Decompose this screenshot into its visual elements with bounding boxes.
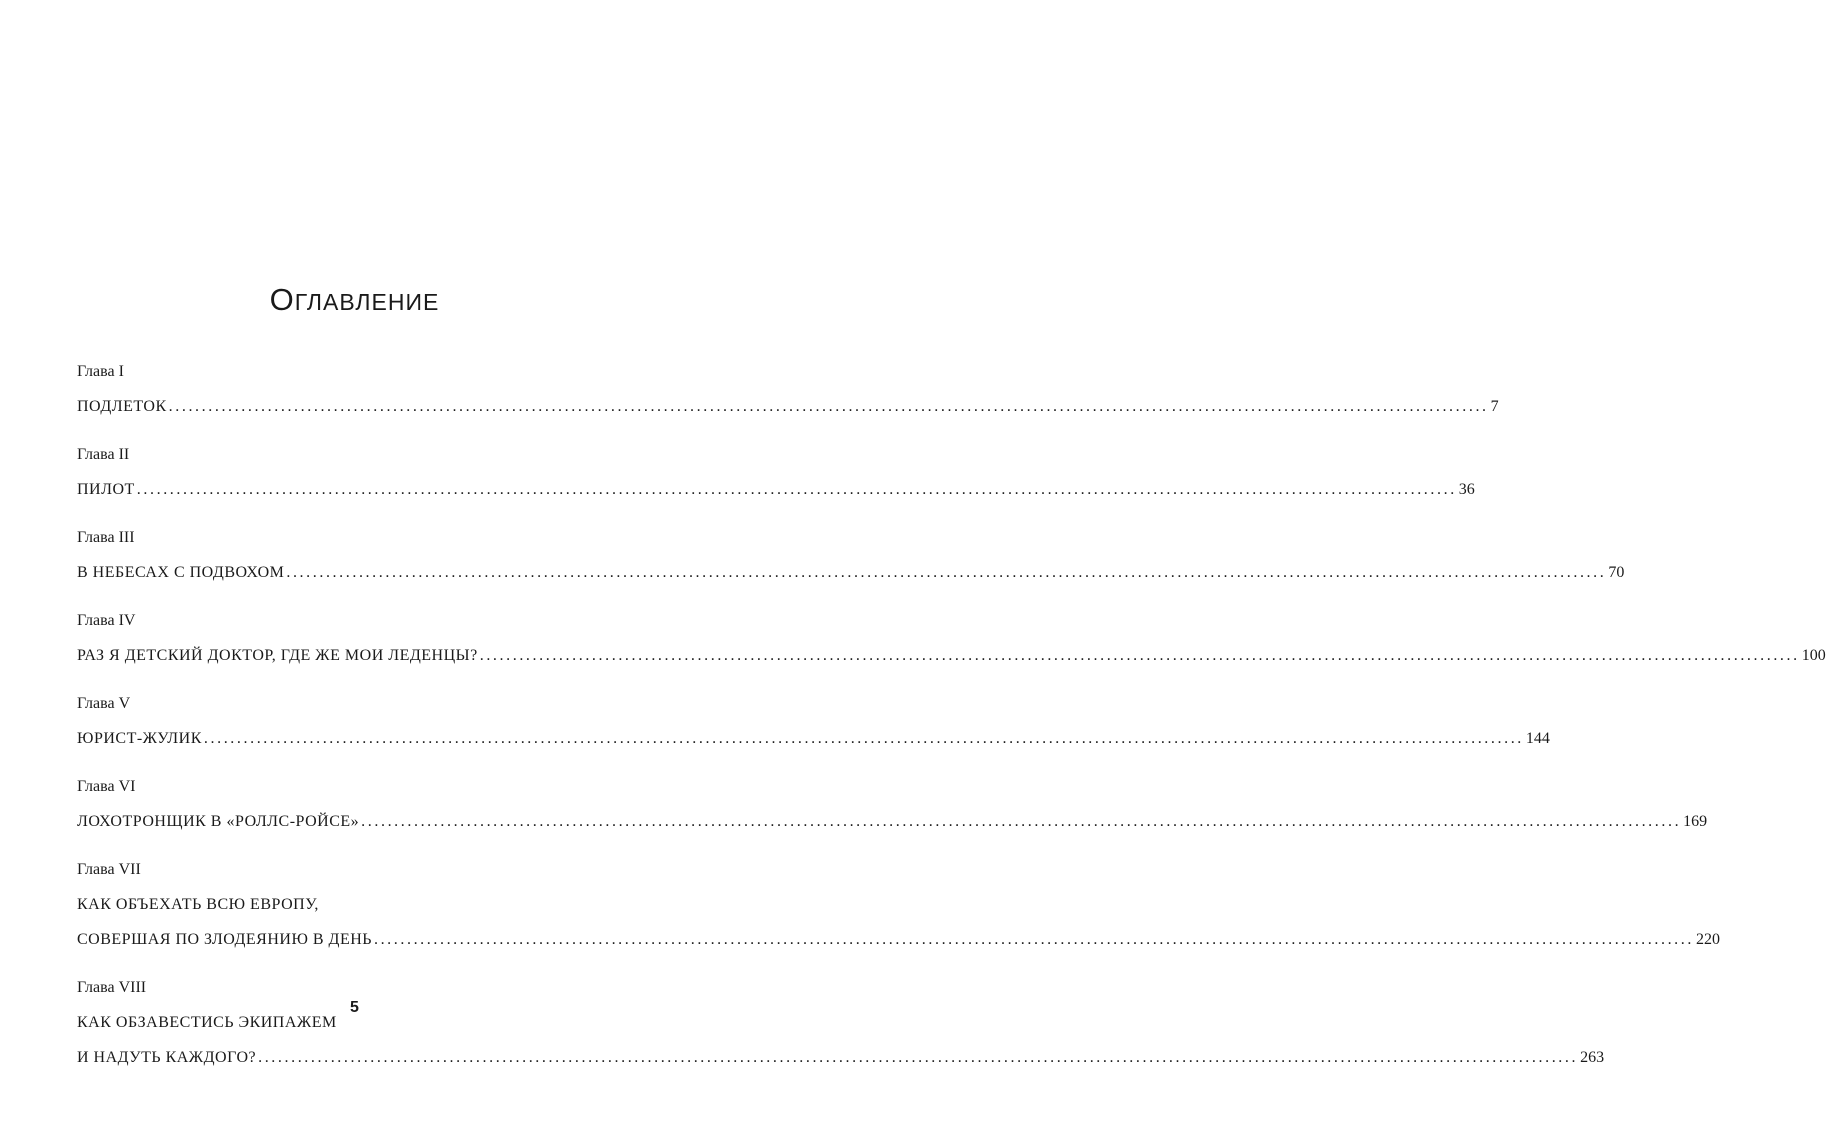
toc-entry	[77, 360, 1499, 419]
toc-entry	[77, 692, 1550, 751]
chapter-title: ЛОХОТРОНЩИК В «РОЛЛС-РОЙСЕ»	[77, 813, 360, 830]
chapter-title-line	[77, 928, 1720, 952]
chapter-title-line	[77, 1046, 1605, 1070]
page-number: 5	[350, 999, 359, 1016]
toc-entry	[77, 526, 1625, 585]
chapter-number: Глава IV	[77, 612, 136, 629]
chapter-title: РАЗ Я ДЕТСКИЙ ДОКТОР, ГДЕ ЖЕ МОИ ЛЕДЕНЦЫ?	[77, 647, 478, 664]
dot-leader: ........................................................................................................................................................................................................	[168, 398, 1489, 415]
chapter-title: ПИЛОТ	[77, 481, 135, 498]
chapter-number: Глава VI	[77, 778, 136, 795]
chapter-number: Глава VIII	[77, 979, 147, 996]
chapter-title: В НЕБЕСАХ С ПОДВОХОМ	[77, 564, 285, 581]
chapter-title: ПОДЛЕТОК	[77, 398, 167, 415]
chapter-title-line	[77, 810, 1708, 834]
toc-entry	[77, 609, 1826, 668]
toc-entry	[77, 443, 1475, 502]
dot-leader: ........................................................................................................................................................................................................	[373, 931, 1694, 948]
dot-leader: ........................................................................................................................................................................................................	[136, 481, 1457, 498]
table-of-contents	[77, 360, 1826, 1094]
chapter-title: И НАДУТЬ КАЖДОГО?	[77, 1049, 257, 1066]
chapter-number: Глава III	[77, 529, 135, 546]
toc-title	[0, 282, 709, 318]
chapter-page: 70	[1608, 564, 1625, 581]
toc-entry	[77, 858, 1720, 952]
chapter-title: ЮРИСТ-ЖУЛИК	[77, 730, 202, 747]
dot-leader: ........................................................................................................................................................................................................	[479, 647, 1800, 664]
toc-entry	[77, 976, 1605, 1070]
chapter-page: 36	[1458, 481, 1475, 498]
chapter-number: Глава V	[77, 695, 131, 712]
chapter-number: Глава II	[77, 446, 130, 463]
toc-entry	[77, 775, 1708, 834]
chapter-title-line: КАК ОБЪЕХАТЬ ВСЮ ЕВРОПУ,	[77, 896, 319, 913]
toc-title-initial: О	[269, 282, 295, 317]
chapter-title-line	[77, 478, 1475, 502]
dot-leader: ........................................................................................................................................................................................................	[361, 813, 1682, 830]
chapter-title-line	[77, 727, 1550, 751]
chapter-title-line	[77, 644, 1826, 668]
chapter-title-line: КАК ОБЗАВЕСТИСЬ ЭКИПАЖЕМ	[77, 1014, 337, 1031]
dot-leader: ........................................................................................................................................................................................................	[286, 564, 1607, 581]
chapter-page: 7	[1490, 398, 1499, 415]
chapter-number: Глава I	[77, 363, 124, 380]
chapter-page: 263	[1580, 1049, 1605, 1066]
chapter-title: СОВЕРШАЯ ПО ЗЛОДЕЯНИЮ В ДЕНЬ	[77, 931, 372, 948]
chapter-title-line	[77, 395, 1499, 419]
chapter-page: 220	[1695, 931, 1720, 948]
chapter-page: 144	[1525, 730, 1550, 747]
dot-leader: ........................................................................................................................................................................................................	[203, 730, 1524, 747]
dot-leader: ........................................................................................................................................................................................................	[258, 1049, 1579, 1066]
chapter-page: 100	[1801, 647, 1826, 664]
chapter-page: 169	[1683, 813, 1708, 830]
chapter-number: Глава VII	[77, 861, 141, 878]
toc-title-rest: ГЛАВЛЕНИЕ	[294, 289, 440, 315]
chapter-title-line	[77, 561, 1625, 585]
